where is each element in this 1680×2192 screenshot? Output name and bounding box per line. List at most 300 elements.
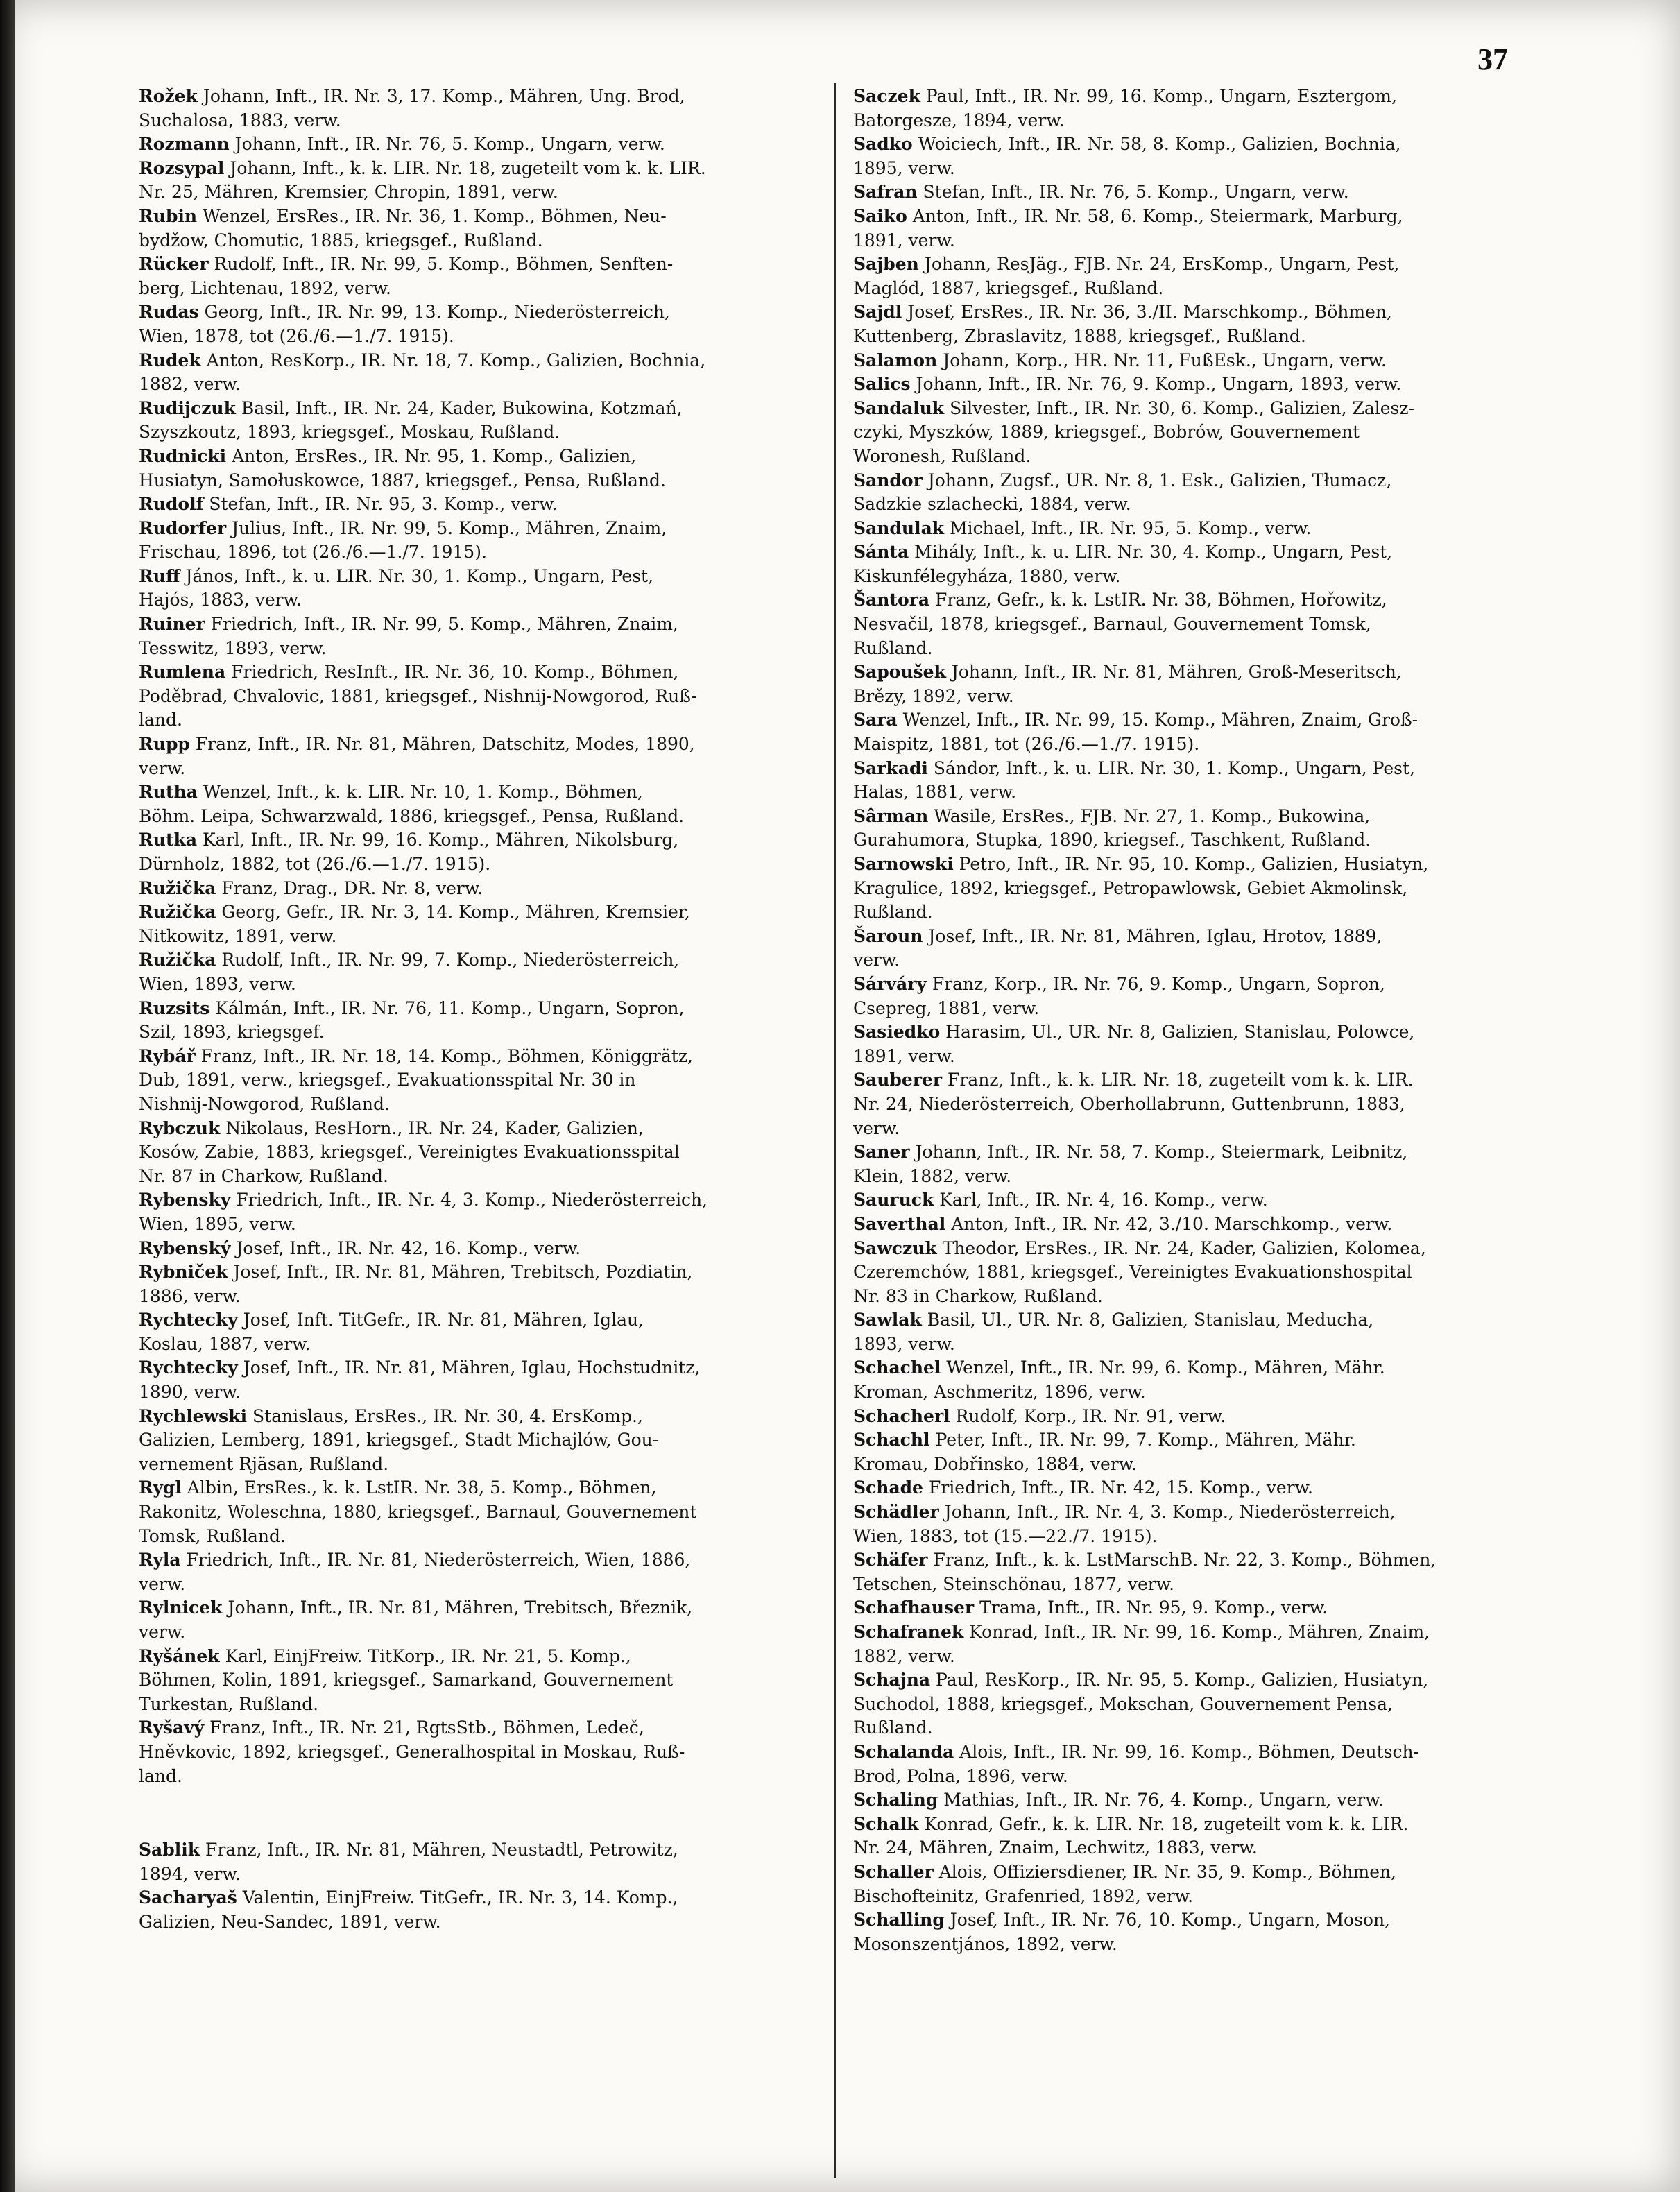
- entry-line: [853, 373, 1552, 397]
- entry-surname: Schalling: [853, 1910, 945, 1930]
- entry-text: Johann, Korp., HR. Nr. 11, FußEsk., Ungarn, verw.: [943, 350, 1387, 370]
- column-divider: [834, 83, 836, 2178]
- entry-line: [853, 780, 1552, 805]
- entry-surname: Rybář: [139, 1045, 196, 1066]
- entry-text: Harasim, Ul., UR. Nr. 8, Galizien, Stanislau, Polowce,: [945, 1022, 1415, 1043]
- entry-line: [853, 180, 1552, 205]
- entry-surname: Saiko: [853, 205, 907, 226]
- entry-surname: Sauruck: [853, 1190, 934, 1210]
- entry-text: Nikolaus, ResHorn., IR. Nr. 24, Kader, Galizien,: [225, 1118, 644, 1138]
- entry-line: [139, 205, 834, 229]
- entry-surname: Salamon: [853, 350, 938, 370]
- entry-line: [139, 540, 834, 565]
- entry-text: János, Inft., k. u. LIR. Nr. 30, 1. Komp., Ungarn, Pest,: [185, 565, 654, 586]
- entry-surname: Schafhauser: [853, 1598, 975, 1618]
- entry-surname: Sârman: [853, 805, 929, 826]
- entry-line: [853, 1093, 1552, 1117]
- entry-line: [139, 1356, 834, 1380]
- entry: [139, 1405, 834, 1477]
- entry: [853, 1860, 1552, 1908]
- entry-surname: Schäfer: [853, 1550, 928, 1570]
- entry-line: [139, 229, 834, 253]
- entry-text: Anton, Inft., IR. Nr. 58, 6. Komp., Steiermark, Marburg,: [912, 205, 1403, 226]
- entry: [853, 1740, 1552, 1788]
- entry-line: [139, 1886, 834, 1910]
- entry-surname: Rudolf: [139, 494, 204, 515]
- entry: [853, 1140, 1552, 1188]
- entry-text: Kosów, Zabie, 1883, kriegsgef., Vereinigtes Evakuationsspital: [139, 1142, 680, 1163]
- entry-text: Koslau, 1887, verw.: [139, 1333, 311, 1354]
- entry: [139, 565, 834, 613]
- entry: [139, 397, 834, 445]
- entry-text: 1895, verw.: [853, 157, 955, 178]
- entry: [853, 1788, 1552, 1813]
- entry-text: Tetschen, Steinschönau, 1877, verw.: [853, 1573, 1175, 1594]
- entry-text: Husiatyn, Samołuskowce, 1887, kriegsgef., Pensa, Rußland.: [139, 470, 666, 490]
- entry-text: Kuttenberg, Zbraslavitz, 1888, kriegsgef., Rußland.: [853, 325, 1306, 346]
- entry-surname: Sajben: [853, 254, 919, 275]
- entry-line: [853, 973, 1552, 997]
- entry-line: [139, 685, 834, 709]
- entry-line: [853, 757, 1552, 781]
- binding-edge: [0, 0, 15, 2192]
- entry: [853, 708, 1552, 756]
- entry-line: [853, 1548, 1552, 1573]
- entry-surname: Rudijczuk: [139, 397, 236, 418]
- entry-line: [139, 660, 834, 685]
- entry-text: Theodor, ErsRes., IR. Nr. 24, Kader, Galizien, Kolomea,: [942, 1238, 1426, 1258]
- entry-text: Rußland.: [853, 637, 933, 658]
- entry-text: Nr. 24, Mähren, Znaim, Lechwitz, 1883, verw.: [853, 1838, 1258, 1858]
- entry-line: [139, 1405, 834, 1429]
- entry-text: 1890, verw.: [139, 1382, 241, 1403]
- entry-line: [853, 1117, 1552, 1141]
- entry: [853, 349, 1552, 373]
- entry-text: Albin, ErsRes., k. k. LstIR. Nr. 38, 5. Komp., Böhmen,: [187, 1478, 657, 1498]
- entry-surname: Schaling: [853, 1790, 938, 1810]
- entry-surname: Rybniček: [139, 1262, 228, 1283]
- entry-text: Anton, ResKorp., IR. Nr. 18, 7. Komp., Galizien, Bochnia,: [206, 350, 706, 370]
- entry-line: [853, 1140, 1552, 1165]
- entry-line: [139, 780, 834, 805]
- entry-text: Franz, Inft., IR. Nr. 81, Mähren, Neustadtl, Petrowitz,: [205, 1840, 678, 1860]
- entry-surname: Ruff: [139, 565, 180, 586]
- entry-line: [139, 925, 834, 949]
- entry: [139, 1886, 834, 1934]
- entry-surname: Sarnowski: [853, 854, 954, 874]
- entry-line: [139, 373, 834, 397]
- entry-surname: Schalanda: [853, 1741, 954, 1762]
- entry-text: 1882, verw.: [139, 374, 241, 395]
- entry-text: Woiciech, Inft., IR. Nr. 58, 8. Komp., Galizien, Bochnia,: [918, 134, 1401, 155]
- entry-surname: Rudnicki: [139, 445, 227, 466]
- entry-text: Klein, 1882, verw.: [853, 1165, 1012, 1186]
- entry-line: [853, 685, 1552, 709]
- entry-line: [139, 1596, 834, 1620]
- entry-text: Woronesh, Rußland.: [853, 445, 1031, 466]
- entry-line: [139, 180, 834, 205]
- entry-surname: Sánta: [853, 542, 909, 563]
- entry-text: Friedrich, Inft., IR. Nr. 42, 15. Komp., verw.: [929, 1478, 1313, 1498]
- entry: [139, 877, 834, 901]
- entry-surname: Schalk: [853, 1813, 919, 1834]
- entry-text: Wenzel, Inft., IR. Nr. 99, 15. Komp., Mähren, Znaim, Groß-: [902, 710, 1418, 730]
- entry-line: [139, 1428, 834, 1453]
- right-column: [853, 85, 1552, 1956]
- entry: [139, 1117, 834, 1189]
- entry-line: [853, 1908, 1552, 1933]
- entry: [139, 1356, 834, 1404]
- entry-text: verw.: [139, 1622, 186, 1642]
- entry-text: Michael, Inft., IR. Nr. 95, 5. Komp., verw.: [950, 517, 1312, 538]
- entry-line: [853, 588, 1552, 613]
- entry-text: Galizien, Neu-Sandec, 1891, verw.: [139, 1911, 441, 1932]
- entry-text: Julius, Inft., IR. Nr. 99, 5. Komp., Mähren, Znaim,: [232, 517, 667, 538]
- entry-text: Czeremchów, 1881, kriegsgef., Vereinigtes Evakuationshospital: [853, 1262, 1412, 1283]
- entry-text: Josef, Inft., IR. Nr. 81, Mähren, Iglau, Hochstudnitz,: [243, 1358, 701, 1378]
- entry-surname: Rudek: [139, 350, 201, 370]
- entry-line: [139, 1333, 834, 1357]
- entry: [139, 1308, 834, 1356]
- entry-text: Wenzel, ErsRes., IR. Nr. 36, 1. Komp., Böhmen, Neu-: [203, 205, 667, 226]
- entry: [853, 1020, 1552, 1068]
- entry-text: Johann, Zugsf., UR. Nr. 8, 1. Esk., Galizien, Tłumacz,: [927, 470, 1392, 490]
- entry-surname: Ryšánek: [139, 1645, 220, 1666]
- entry-text: Josef, Inft., IR. Nr. 42, 16. Komp., verw.: [236, 1238, 581, 1258]
- entry-line: [139, 828, 834, 853]
- entry: [139, 157, 834, 205]
- entry-line: [853, 1573, 1552, 1597]
- entry-text: Maispitz, 1881, tot (26./6.—1./7. 1915).: [853, 734, 1200, 755]
- entry-surname: Sablik: [139, 1840, 200, 1860]
- entry-line: [139, 997, 834, 1021]
- entry-text: Johann, Inft., IR. Nr. 81, Mähren, Groß-Meseritsch,: [951, 662, 1402, 683]
- entry: [139, 1645, 834, 1717]
- entry-text: 1891, verw.: [853, 230, 955, 250]
- entry-text: Gurahumora, Stupka, 1890, kriegsef., Taschkent, Rußland.: [853, 830, 1371, 850]
- entry-line: [853, 1188, 1552, 1213]
- entry-text: Kroman, Aschmeritz, 1896, verw.: [853, 1382, 1146, 1403]
- entry-text: czyki, Myszków, 1889, kriegsgef., Bobrów, Gouvernement: [853, 422, 1360, 443]
- entry-line: [853, 1237, 1552, 1261]
- entry-surname: Rumlena: [139, 662, 226, 683]
- entry-line: [853, 1645, 1552, 1669]
- entry-line: [853, 1476, 1552, 1500]
- entry-surname: Schafranek: [853, 1622, 964, 1642]
- entry-text: Wasile, ErsRes., FJB. Nr. 27, 1. Komp., Bukowina,: [934, 805, 1371, 826]
- entry-surname: Schädler: [853, 1502, 939, 1523]
- entry-text: Halas, 1881, verw.: [853, 782, 1017, 803]
- entry-surname: Schajna: [853, 1670, 931, 1690]
- entry-line: [853, 1165, 1552, 1189]
- entry: [853, 757, 1552, 805]
- entry: [139, 828, 834, 876]
- entry-line: [853, 540, 1552, 565]
- entry-text: Wien, 1883, tot (15.—22./7. 1915).: [853, 1525, 1158, 1546]
- entry-line: [853, 1716, 1552, 1740]
- entry-line: [853, 1333, 1552, 1357]
- entry-text: Nishnij-Nowgorod, Rußland.: [139, 1093, 390, 1114]
- entry-text: Georg, Inft., IR. Nr. 99, 13. Komp., Niederösterreich,: [204, 302, 670, 323]
- entry-text: Paul, ResKorp., IR. Nr. 95, 5. Komp., Galizien, Husiatyn,: [936, 1670, 1429, 1690]
- entry-line: [139, 733, 834, 757]
- entry: [139, 1476, 834, 1548]
- entry: [853, 397, 1552, 469]
- entry-text: 1882, verw.: [853, 1645, 955, 1666]
- entry-text: land.: [139, 710, 182, 730]
- entry-text: Poděbrad, Chvalovic, 1881, kriegsgef., Nishnij-Nowgorod, Ruß-: [139, 685, 697, 706]
- entry-line: [853, 900, 1552, 925]
- entry-text: Friedrich, Inft., IR. Nr. 99, 5. Komp., Mähren, Znaim,: [210, 614, 678, 635]
- entry-surname: Sawlak: [853, 1310, 922, 1330]
- entry: [853, 925, 1552, 973]
- entry-line: [139, 1068, 834, 1093]
- entry-surname: Rybenský: [139, 1238, 231, 1258]
- entry-text: Josef, Inft. TitGefr., IR. Nr. 81, Mähren, Iglau,: [243, 1310, 644, 1330]
- entry-text: verw.: [853, 950, 900, 970]
- entry-surname: Salics: [853, 374, 911, 395]
- entry-line: [853, 1668, 1552, 1693]
- entry-text: Karl, Inft., IR. Nr. 99, 16. Komp., Mähren, Nikolsburg,: [202, 830, 679, 850]
- entry-surname: Rožek: [139, 86, 198, 106]
- entry-line: [139, 277, 834, 301]
- entry: [853, 1620, 1552, 1668]
- entry: [139, 349, 834, 397]
- entry-line: [853, 997, 1552, 1021]
- entry-surname: Rychtecky: [139, 1358, 238, 1378]
- entry-text: Josef, ErsRes., IR. Nr. 36, 3./II. Marschkomp., Böhmen,: [907, 302, 1392, 323]
- entry-surname: Rychtecky: [139, 1310, 238, 1330]
- entry: [853, 1908, 1552, 1956]
- entry-text: Anton, ErsRes., IR. Nr. 95, 1. Komp., Galizien,: [232, 445, 637, 466]
- entry: [139, 493, 834, 517]
- entry-text: Nesvačil, 1878, kriegsgef., Barnaul, Gouvernement Tomsk,: [853, 614, 1371, 635]
- entry-line: [853, 1596, 1552, 1620]
- entry-text: Franz, Korp., IR. Nr. 76, 9. Komp., Ungarn, Sopron,: [932, 973, 1385, 994]
- entry-surname: Šaroun: [853, 925, 923, 946]
- entry-text: Basil, Ul., UR. Nr. 8, Galizien, Stanislau, Meducha,: [927, 1310, 1374, 1330]
- entry-text: Rußland.: [853, 902, 933, 923]
- entry-text: Josef, Inft., IR. Nr. 76, 10. Komp., Ungarn, Moson,: [950, 1910, 1391, 1930]
- entry-line: [139, 1500, 834, 1525]
- entry: [139, 252, 834, 300]
- entry-line: [853, 1933, 1552, 1957]
- entry-text: Mathias, Inft., IR. Nr. 76, 4. Komp., Ungarn, verw.: [943, 1790, 1384, 1810]
- entry-line: [853, 877, 1552, 901]
- entry-line: [139, 1020, 834, 1045]
- entry: [853, 1308, 1552, 1356]
- entry-text: Nitkowitz, 1891, verw.: [139, 925, 337, 946]
- entry-line: [853, 445, 1552, 469]
- entry-surname: Sandaluk: [853, 397, 945, 418]
- entry: [853, 469, 1552, 517]
- entry-line: [139, 1573, 834, 1597]
- entry-line: [139, 1863, 834, 1887]
- entry-line: [853, 1620, 1552, 1645]
- entry-text: 1891, verw.: [853, 1045, 955, 1066]
- entry-text: Karl, Inft., IR. Nr. 4, 16. Komp., verw.: [939, 1190, 1268, 1210]
- entry-surname: Sadko: [853, 134, 913, 155]
- entry-text: Franz, Drag., DR. Nr. 8, verw.: [221, 877, 483, 898]
- entry-line: [139, 420, 834, 445]
- entry-text: Wien, 1895, verw.: [139, 1213, 296, 1234]
- entry-surname: Sara: [853, 710, 898, 730]
- entry-line: [139, 1548, 834, 1573]
- entry: [139, 733, 834, 780]
- entry-line: [853, 517, 1552, 541]
- entry-surname: Sajdl: [853, 302, 902, 323]
- left-column: [139, 85, 834, 1935]
- entry-surname: Sauberer: [853, 1070, 943, 1090]
- entry-line: [853, 1885, 1552, 1909]
- entry-surname: Sandor: [853, 470, 923, 490]
- entry: [853, 1813, 1552, 1860]
- entry-surname: Ružička: [139, 877, 216, 898]
- entry-line: [853, 1405, 1552, 1429]
- entry-line: [853, 349, 1552, 373]
- entry-surname: Sasiedko: [853, 1022, 941, 1043]
- entry-line: [139, 1525, 834, 1549]
- entry-line: [853, 109, 1552, 133]
- entry-surname: Šantora: [853, 590, 930, 610]
- entry-text: Friedrich, ResInft., IR. Nr. 36, 10. Komp., Böhmen,: [231, 662, 679, 683]
- entry-text: Böhmen, Kolin, 1891, kriegsgef., Samarkand, Gouvernement: [139, 1670, 674, 1690]
- entry-line: [139, 325, 834, 349]
- entry-line: [853, 565, 1552, 589]
- entry-text: Wenzel, Inft., IR. Nr. 99, 6. Komp., Mähren, Mähr.: [946, 1358, 1385, 1378]
- entry-text: Hajós, 1883, verw.: [139, 590, 302, 610]
- entry-line: [853, 1428, 1552, 1453]
- entry-line: [139, 1213, 834, 1237]
- entry-surname: Rudas: [139, 302, 199, 323]
- entry-text: Nr. 83 in Charkow, Rußland.: [853, 1285, 1103, 1306]
- entry-line: [853, 1260, 1552, 1285]
- entry-text: verw.: [853, 1118, 900, 1138]
- entry-text: Friedrich, Inft., IR. Nr. 81, Niederösterreich, Wien, 1886,: [186, 1550, 691, 1570]
- entry-text: Franz, Gefr., k. k. LstIR. Nr. 38, Böhmen, Hořowitz,: [934, 590, 1387, 610]
- entry-line: [853, 1308, 1552, 1333]
- entry-text: vernement Rjäsan, Rußland.: [139, 1453, 389, 1474]
- entry-line: [853, 805, 1552, 829]
- entry-line: [139, 1838, 834, 1863]
- entry-text: Alois, Inft., IR. Nr. 99, 16. Komp., Böhmen, Deutsch-: [959, 1741, 1420, 1762]
- entry-line: [853, 1453, 1552, 1477]
- entry: [853, 973, 1552, 1020]
- entry-text: Valentin, EinjFreiw. TitGefr., IR. Nr. 3, 14. Komp.,: [242, 1887, 678, 1908]
- entry-line: [139, 1285, 834, 1309]
- entry-line: [139, 252, 834, 277]
- entry-surname: Ryšavý: [139, 1718, 205, 1738]
- entry-line: [853, 300, 1552, 325]
- entry: [853, 180, 1552, 205]
- entry: [139, 1188, 834, 1236]
- entry: [853, 300, 1552, 348]
- right-entries: [853, 85, 1552, 1956]
- entry-line: [139, 708, 834, 733]
- entry-line: [139, 1140, 834, 1165]
- entry-line: [853, 205, 1552, 229]
- entry-surname: Safran: [853, 182, 918, 203]
- entry-line: [139, 1260, 834, 1285]
- entry-line: [139, 1117, 834, 1141]
- entry-surname: Sawczuk: [853, 1238, 937, 1258]
- entry-text: Franz, Inft., IR. Nr. 21, RgtsStb., Böhmen, Ledeč,: [209, 1718, 644, 1738]
- entry-line: [853, 1356, 1552, 1380]
- entry-line: [853, 469, 1552, 493]
- entry-text: Johann, Inft., IR. Nr. 81, Mähren, Trebitsch, Březnik,: [228, 1598, 693, 1618]
- entry: [853, 1237, 1552, 1309]
- entry-text: Rudolf, Korp., IR. Nr. 91, verw.: [955, 1405, 1226, 1426]
- entry-line: [139, 1308, 834, 1333]
- entry-line: [139, 157, 834, 181]
- entry-text: Johann, Inft., IR. Nr. 58, 7. Komp., Steiermark, Leibnitz,: [915, 1142, 1408, 1163]
- entry-surname: Ryla: [139, 1550, 181, 1570]
- entry-surname: Ruzsits: [139, 997, 210, 1018]
- entry-surname: Schacherl: [853, 1405, 950, 1426]
- entry-text: bydžow, Chomutic, 1885, kriegsgef., Rußland.: [139, 230, 543, 250]
- entry-text: Franz, Inft., IR. Nr. 81, Mähren, Datschitz, Modes, 1890,: [195, 734, 695, 755]
- entry: [853, 132, 1552, 180]
- entry-text: Csepreg, 1881, verw.: [853, 997, 1040, 1018]
- entry: [853, 1548, 1552, 1596]
- entry-line: [853, 613, 1552, 637]
- entry-text: Franz, Inft., k. k. LstMarschB. Nr. 22, 3. Komp., Böhmen,: [933, 1550, 1437, 1570]
- entry-text: Peter, Inft., IR. Nr. 99, 7. Komp., Mähren, Mähr.: [935, 1430, 1356, 1450]
- entry-surname: Sárváry: [853, 973, 927, 994]
- entry-text: Johann, Inft., IR. Nr. 4, 3. Komp., Niederösterreich,: [944, 1502, 1396, 1523]
- entry-surname: Rychlewski: [139, 1405, 248, 1426]
- entry-line: [853, 1020, 1552, 1045]
- entry: [853, 660, 1552, 708]
- entry-line: [853, 1525, 1552, 1549]
- entry-line: [853, 252, 1552, 277]
- entry-text: Dub, 1891, verw., kriegsgef., Evakuationsspital Nr. 30 in: [139, 1070, 636, 1090]
- entry-line: [139, 1045, 834, 1069]
- entry-text: Kromau, Dobřinsko, 1884, verw.: [853, 1453, 1138, 1474]
- entry-line: [139, 900, 834, 925]
- entry-surname: Rudorfer: [139, 517, 227, 538]
- entry-text: Stefan, Inft., IR. Nr. 95, 3. Komp., verw.: [209, 494, 558, 515]
- entry-text: Nr. 24, Niederösterreich, Oberhollabrunn, Guttenbrunn, 1883,: [853, 1093, 1405, 1114]
- entry-surname: Rygl: [139, 1478, 182, 1498]
- entry: [853, 1405, 1552, 1429]
- entry-line: [853, 277, 1552, 301]
- entry-line: [853, 925, 1552, 949]
- entry-line: [853, 1500, 1552, 1525]
- entry-line: [139, 757, 834, 781]
- entry: [853, 1213, 1552, 1237]
- entry: [139, 613, 834, 660]
- entry-line: [139, 1910, 834, 1935]
- entry-line: [853, 493, 1552, 517]
- entry-line: [139, 1453, 834, 1477]
- entry-text: Kiskunfélegyháza, 1880, verw.: [853, 565, 1121, 586]
- entry-text: verw.: [139, 757, 186, 778]
- entry-text: Brod, Polna, 1896, verw.: [853, 1765, 1068, 1786]
- entry-line: [139, 565, 834, 589]
- left-entries-a: [139, 85, 834, 1788]
- entry-text: Josef, Inft., IR. Nr. 81, Mähren, Iglau, Hrotov, 1889,: [928, 925, 1382, 946]
- entry-line: [853, 1068, 1552, 1093]
- entry: [853, 853, 1552, 925]
- entry-text: land.: [139, 1765, 182, 1786]
- entry-line: [853, 1380, 1552, 1405]
- entry-line: [139, 1093, 834, 1117]
- entry: [853, 540, 1552, 588]
- entry-line: [139, 1668, 834, 1693]
- entry: [139, 900, 834, 948]
- entry: [139, 1716, 834, 1788]
